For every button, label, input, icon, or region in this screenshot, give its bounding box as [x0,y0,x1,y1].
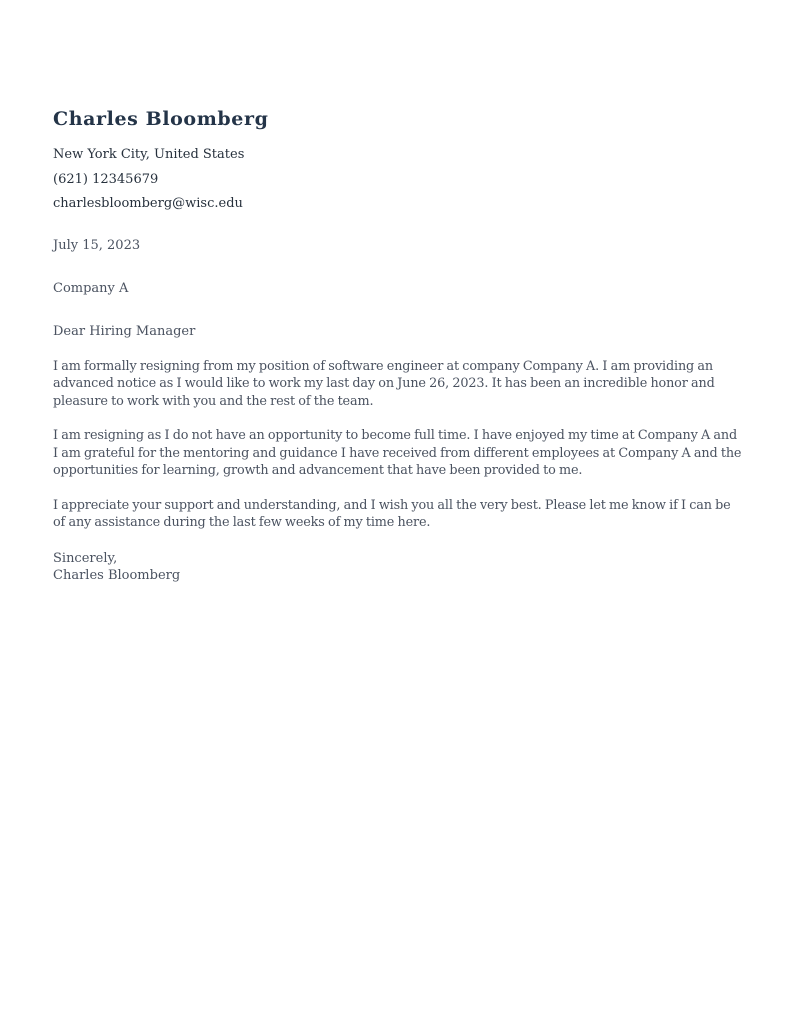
body-paragraph: I am resigning as I do not have an opportunity to become full time. I have enjoyed my time at Company A and I am grateful for the mentoring and guidance I have received from different employees at Company A and the opportunities for learning, growth and advancement that have been provided to me. [53,428,742,478]
sender-name: Charles Bloomberg [53,108,269,130]
body-paragraph: I appreciate your support and understanding, and I wish you all the very best. Please let me know if I can be of any assistance during the last few weeks of my time here. [53,497,731,530]
sender-email: charlesbloomberg@wisc.edu [53,196,243,211]
sender-location: New York City, United States [53,147,245,162]
letter-date: July 15, 2023 [53,237,141,253]
closing-block [53,550,743,585]
signature-name: Charles Bloomberg [53,568,181,583]
sender-phone: (621) 12345679 [53,171,159,187]
recipient-company: Company A [53,280,129,296]
body-paragraph: I am formally resigning from my position of software engineer at company Company A. I am providing an advanced notice as I would like to work my last day on June 26, 2023. It has been an incredible honor and pleasure to work with you and the rest of the team. [53,358,715,409]
salutation: Dear Hiring Manager [53,323,196,339]
sender-contact-block [53,143,743,217]
letter-content [53,106,743,585]
valediction: Sincerely, [53,550,118,566]
